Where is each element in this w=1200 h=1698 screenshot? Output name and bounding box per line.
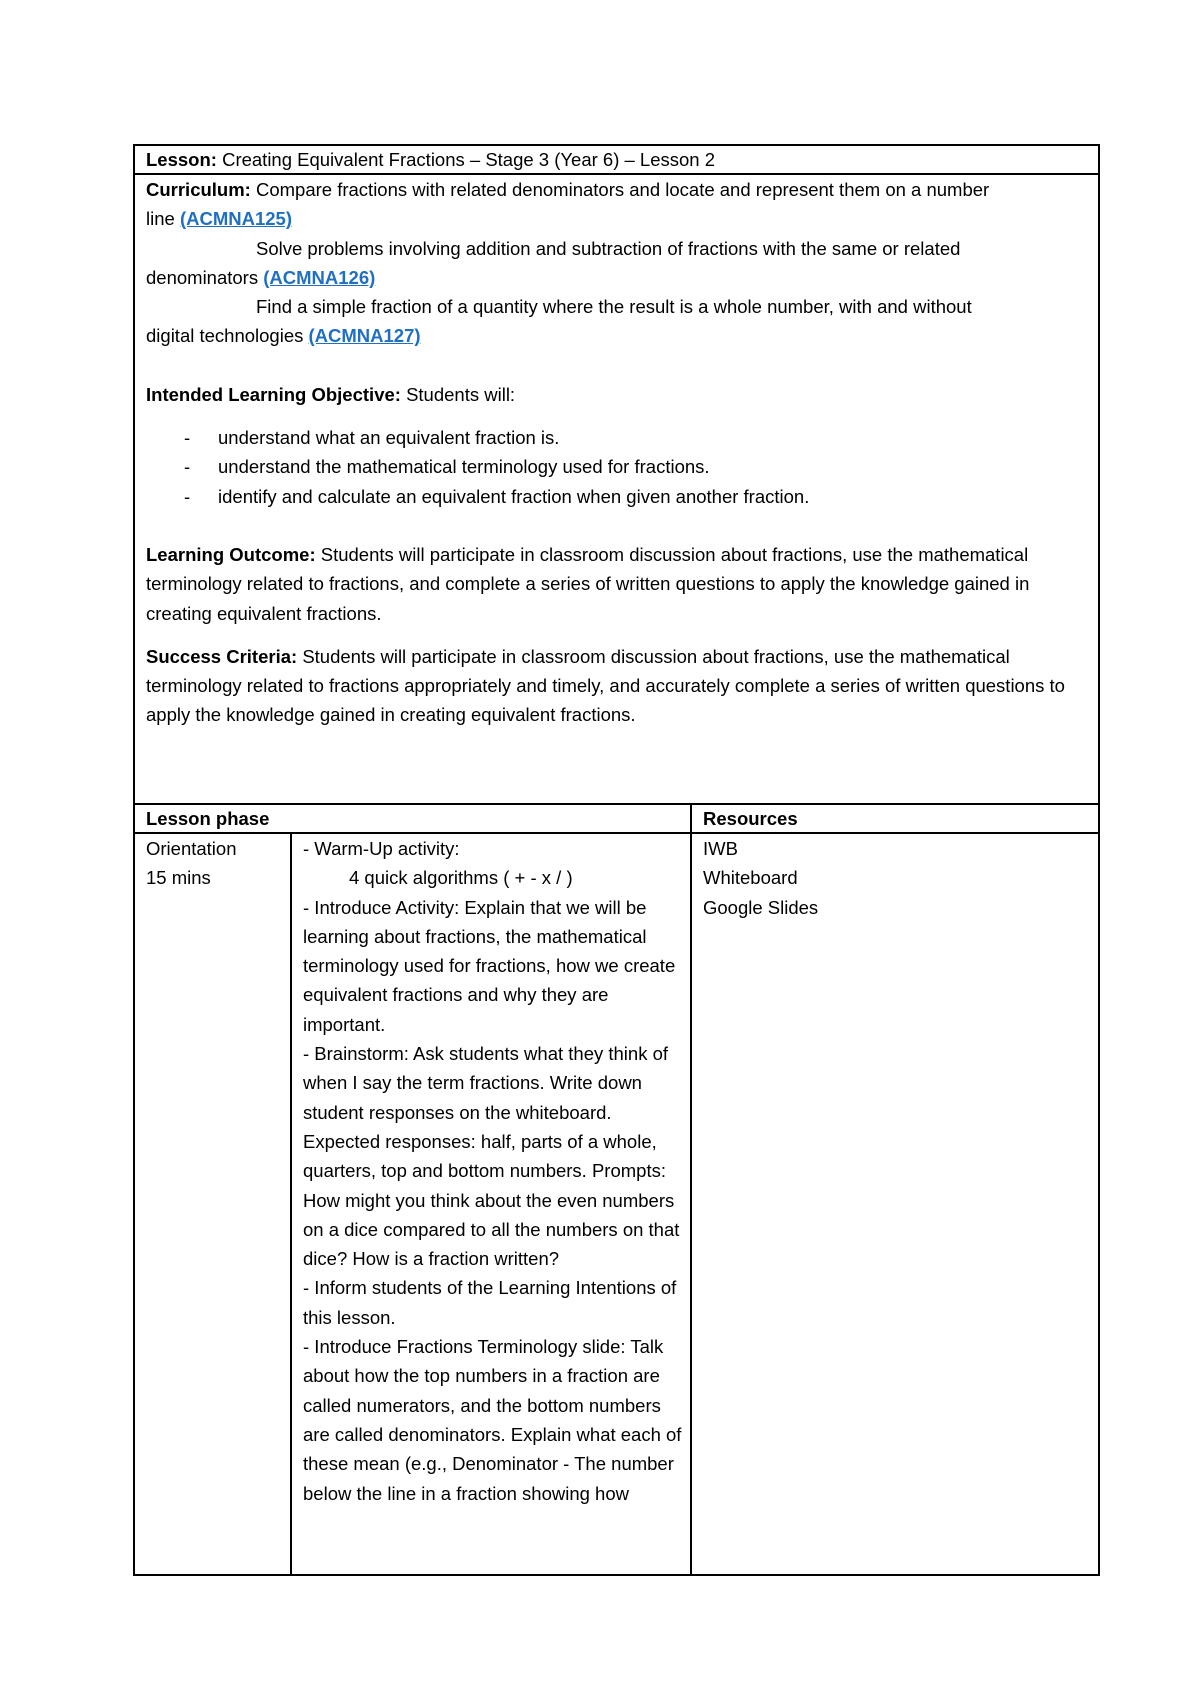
objective-heading: [146, 380, 1090, 409]
curriculum-code-link-2[interactable]: (ACMNA126): [263, 266, 376, 288]
lesson-details-row: [134, 174, 1099, 804]
resources-header: Resources: [691, 804, 1099, 833]
curriculum-item-2-lead: Solve problems involving addition and subtraction of fractions with the same or related: [256, 237, 961, 259]
lesson-plan: [133, 144, 1098, 1576]
curriculum-item-2-tail: denominators: [146, 266, 259, 288]
objective-item: - identify and calculate an equivalent fraction when given another fraction.: [146, 482, 1090, 511]
curriculum-item-1: [146, 175, 1090, 204]
curriculum-item-3-tail: digital technologies: [146, 325, 304, 347]
lesson-details-cell: [134, 174, 1099, 804]
activity-item: - Inform students of the Learning Intentions of this lesson.: [303, 1277, 677, 1328]
activity-item: - Warm-Up activity:: [303, 838, 460, 859]
activity-item: - Introduce Fractions Terminology slide: Talk about how the top numbers in a fraction are called numerators, and the bottom numbers are called denominators. Explain what each of these mean (e.g., Denominator - The number below the line in a fraction showing how: [303, 1336, 682, 1504]
resource-item: Google Slides: [703, 896, 819, 918]
phase-name: Orientation: [146, 838, 237, 859]
objective-intro: Students will:: [406, 383, 516, 405]
lesson-title-row: [134, 145, 1099, 174]
orientation-row: [134, 833, 1099, 1575]
curriculum-label: Curriculum:: [146, 179, 251, 200]
activity-item: - Introduce Activity: Explain that we will be learning about fractions, the mathematical terminology used for fractions, how we create equivalent fractions and why they are important.: [303, 896, 676, 1035]
objective-list: [146, 423, 1090, 511]
curriculum-code-link-3[interactable]: (ACMNA127): [308, 325, 421, 347]
curriculum-code-link-1[interactable]: (ACMNA125): [179, 208, 292, 230]
phase-duration: 15 mins: [146, 867, 211, 889]
lesson-phase-header: Lesson phase: [134, 804, 691, 833]
curriculum-item-3-lead: Find a simple fraction of a quantity where the result is a whole number, with and without: [256, 296, 972, 318]
phase-cell: [134, 833, 291, 1575]
lesson-title: Creating Equivalent Fractions – Stage 3 (Year 6) – Lesson 2: [222, 149, 716, 170]
lesson-label: Lesson:: [146, 149, 217, 170]
lesson-plan-table: [133, 144, 1100, 1576]
resources-cell: [691, 833, 1099, 1575]
objective-item: - understand the mathematical terminology used for fractions.: [146, 452, 1090, 481]
outcome-text: Students will participate in classroom discussion about fractions, use the mathematical terminology related to fractions, and complete a series of written questions to apply the knowledge gained in creating equivalent fractions.: [146, 543, 1030, 624]
resource-item: Whiteboard: [703, 867, 798, 889]
objective-item: - understand what an equivalent fraction is.: [146, 423, 1090, 452]
activities-cell: [291, 833, 691, 1575]
curriculum-item-2: [146, 234, 1090, 263]
lesson-title-cell: [134, 145, 1099, 174]
objective-label: Intended Learning Objective:: [146, 383, 401, 405]
outcome-label: Learning Outcome:: [146, 543, 316, 565]
activity-item: 4 quick algorithms ( + - x / ): [349, 867, 573, 889]
curriculum-item-1-lead: Compare fractions with related denominators and locate and represent them on a number: [255, 179, 990, 200]
curriculum-item-1-tail: line: [146, 208, 175, 230]
curriculum-item-3: [146, 292, 1090, 321]
activity-item: - Brainstorm: Ask students what they think of when I say the term fractions. Write down student responses on the whiteboard. Expected responses: half, parts of a whole, quarters, top and bottom numbers. Prompts: How might you think about the even numbers on a dice compared to all the numbers on that dice? How is a fraction written?: [303, 1043, 680, 1270]
learning-outcome: [146, 540, 1090, 628]
success-label: Success Criteria:: [146, 645, 298, 667]
success-criteria: [146, 642, 1090, 730]
success-text: Students will participate in classroom discussion about fractions, use the mathematical terminology related to fractions appropriately and timely, and accurately complete a series of written questions to apply the knowledge gained in creating equivalent fractions.: [146, 645, 1065, 726]
resource-item: IWB: [703, 838, 738, 859]
phase-header-row: [134, 804, 1099, 833]
